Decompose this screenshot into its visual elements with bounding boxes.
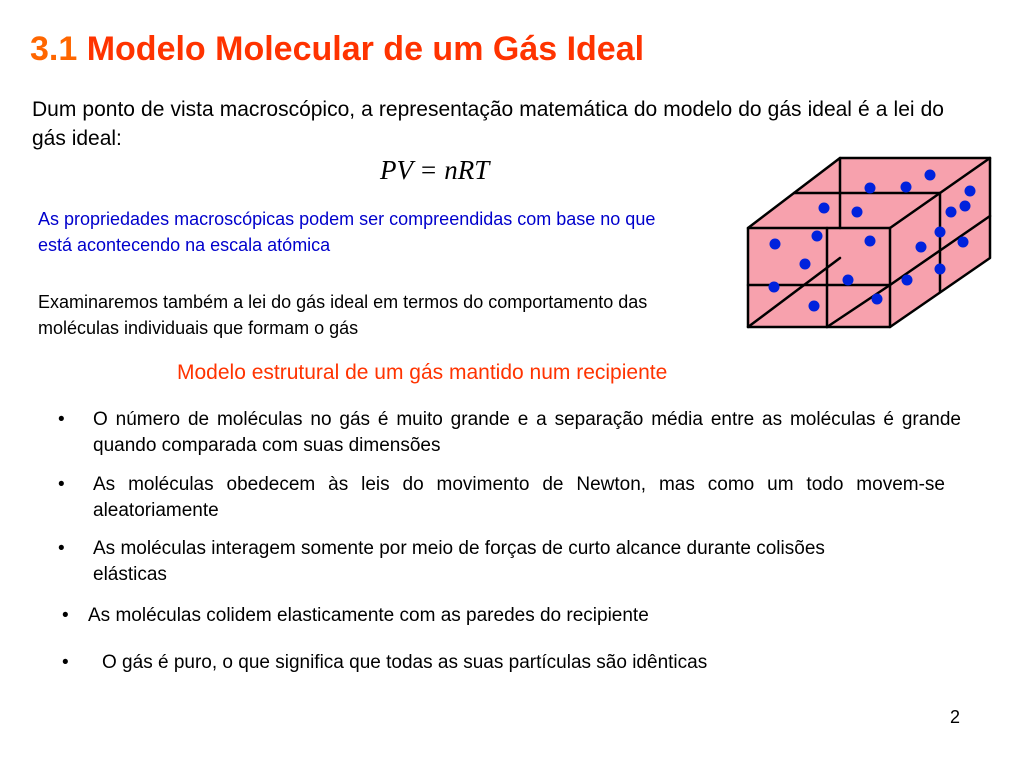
bullet-marker: • [58, 409, 65, 430]
molecule-dot [819, 203, 830, 214]
molecule-dot [843, 275, 854, 286]
intro-paragraph: Dum ponto de vista macroscópico, a representação matemática do modelo do gás ideal é a lei do gás ideal: [32, 98, 944, 150]
molecule-dot [770, 239, 781, 250]
molecule-dot [865, 236, 876, 247]
molecule-dot [935, 264, 946, 275]
molecule-dot [872, 294, 883, 305]
molecule-dot [800, 259, 811, 270]
bullet-text: O gás é puro, o que significa que todas as suas partículas são idênticas [102, 652, 708, 673]
molecule-dot [946, 207, 957, 218]
molecule-dot [769, 282, 780, 293]
molecule-dot [812, 231, 823, 242]
bullet-text: As moléculas obedecem às leis do movimento de Newton, mas como um todo movem-se aleatoriamente [93, 474, 945, 521]
bullet-marker: • [58, 538, 65, 559]
gas-container-icon [740, 155, 1000, 335]
molecule-dot [902, 275, 913, 286]
bullet-marker: • [62, 652, 69, 673]
molecule-dot [935, 227, 946, 238]
macroscopic-note: As propriedades macroscópicas podem ser compreendidas com base no que está acontecendo na escala atómica [38, 209, 656, 255]
molecule-dot [960, 201, 971, 212]
molecule-dot [901, 182, 912, 193]
bullet-marker: • [58, 474, 65, 495]
page-number: 2 [950, 707, 961, 727]
title-text: Modelo Molecular de um Gás Ideal [86, 30, 645, 68]
molecule-dot [852, 207, 863, 218]
bullet-text: O número de moléculas no gás é muito grande e a separação média entre as moléculas é grande quando comparada com suas dimensões [93, 409, 961, 456]
molecule-dot [865, 183, 876, 194]
structural-model-subtitle: Modelo estrutural de um gás mantido num recipiente [177, 361, 668, 384]
bullet-text: As moléculas interagem somente por meio de forças de curto alcance durante colisões elásticas [93, 538, 825, 585]
slide-title [30, 30, 644, 69]
molecule-dot [925, 170, 936, 181]
section-number: 3.1 [30, 30, 78, 68]
molecule-dot [809, 301, 820, 312]
ideal-gas-formula: PV = nRT [380, 155, 490, 185]
bullet-text: As moléculas colidem elasticamente com as paredes do recipiente [88, 605, 649, 626]
molecule-dot [958, 237, 969, 248]
molecule-dot [916, 242, 927, 253]
bullet-marker: • [62, 605, 69, 626]
examine-paragraph: Examinaremos também a lei do gás ideal em termos do comportamento das moléculas individuais que formam o gás [38, 292, 648, 338]
molecule-dot [965, 186, 976, 197]
